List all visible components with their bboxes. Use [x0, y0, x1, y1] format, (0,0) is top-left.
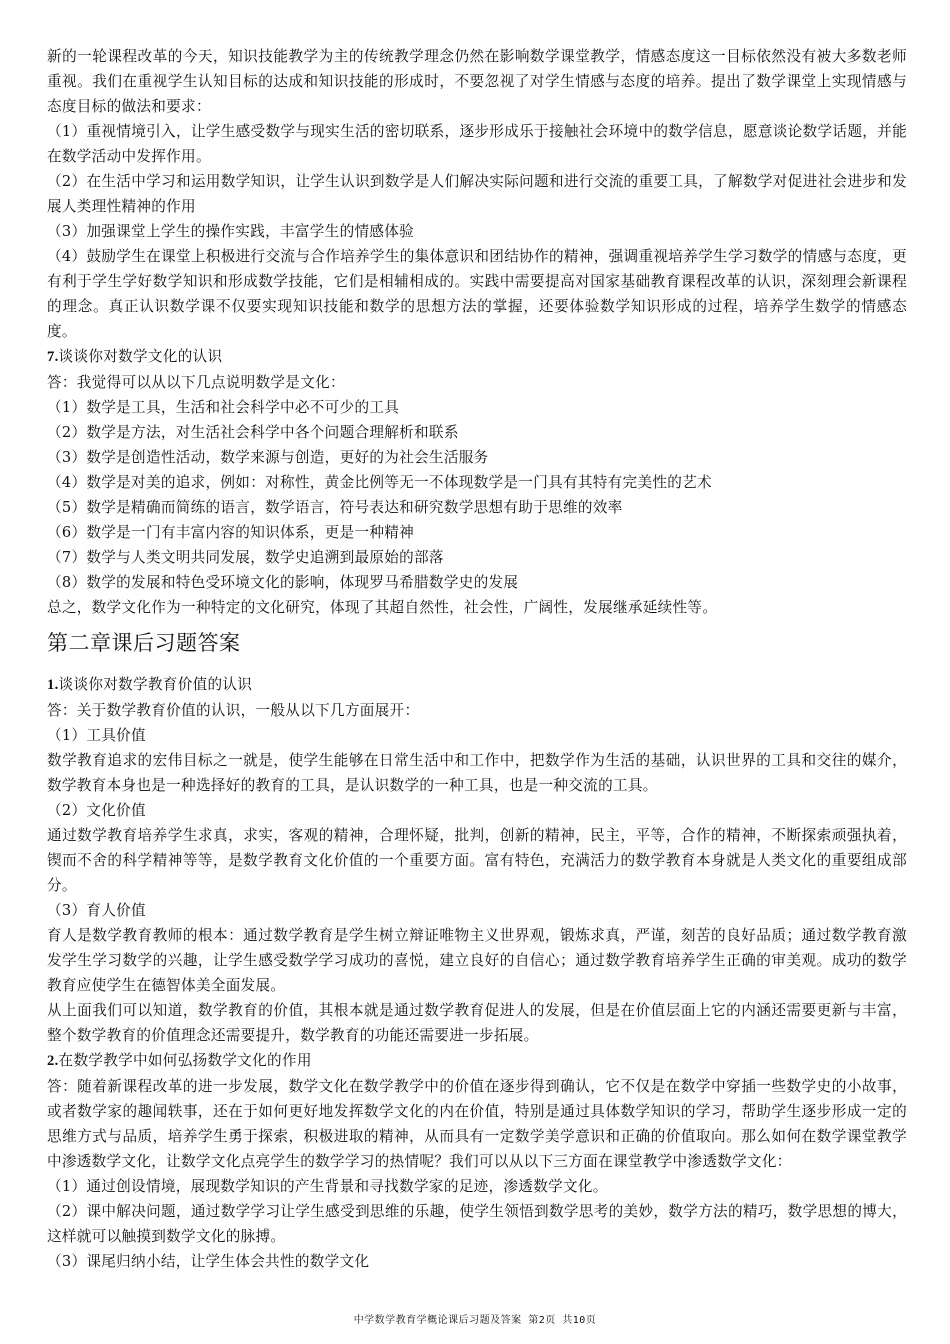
answer-line: （2）文化价值	[47, 802, 146, 819]
page-footer: 中学数学教育学概论课后习题及答案 第2页 共10页	[353, 1315, 597, 1326]
answer-line: （1）工具价值	[47, 727, 146, 744]
question-number: 1.	[47, 677, 59, 693]
answer-line: （2）数学是方法，对生活社会科学中各个问题合理解析和联系	[47, 424, 459, 441]
answer-line: 通过数学教育培养学生求真，求实，客观的精神，合理怀疑，批判，创新的精神，民主，平等，合作的精神，不断探索顽强执着，锲而不舍的科学精神等等，是数学教育文化价值的一个重要方面。富有特色，充满活力的数学教育本身就是人类文化的重要组成部分。	[47, 827, 907, 894]
question-heading	[47, 344, 907, 370]
question-title: 谈谈你对数学文化的认识	[58, 348, 223, 365]
answer-line: （6）数学是一门有丰富内容的知识体系，更是一种精神	[47, 524, 415, 541]
question-heading	[47, 672, 907, 698]
answer-line: （5）数学是精确而简练的语言，数学语言，符号表达和研究数学思想有助于思维的效率	[47, 499, 623, 516]
answer-line: 总之，数学文化作为一种特定的文化研究，体现了其超自然性，社会性，广阔性，发展继承延续性等。	[47, 599, 718, 616]
chapter-title: 第二章课后习题答案	[47, 631, 241, 655]
answer-line: 答：关于数学教育价值的认识，一般从以下几方面展开：	[47, 702, 420, 719]
paragraph: （2）在生活中学习和运用数学知识，让学生认识到数学是人们解决实际问题和进行交流的重要工具，了解数学对促进社会进步和发展人类理性精神的作用	[47, 173, 907, 215]
question-heading	[47, 1048, 907, 1074]
question-title: 谈谈你对数学教育价值的认识	[58, 676, 253, 693]
answer-line: （3）课尾归纳小结，让学生体会共性的数学文化	[47, 1253, 370, 1270]
answer-line: 答：随着新课程改革的进一步发展，数学文化在数学教学中的价值在逐步得到确认，它不仅是在数学中穿插一些数学史的小故事，或者数学家的趣闻轶事，还在于如何更好地发挥数学文化的内在价值，特别是通过具体数学知识的学习，帮助学生逐步形成一定的思维方式与品质，培养学生勇于探索，积极进取的精神，从而具有一定数学美学意识和正确的价值取向。那么如何在数学课堂教学中渗透数学文化，让数学文化点亮学生的数学学习的热情呢？我们可以从以下三方面在课堂教学中渗透数学文化：	[47, 1078, 907, 1170]
paragraph: 新的一轮课程改革的今天，知识技能教学为主的传统教学理念仍然在影响数学课堂教学，情感态度这一目标依然没有被大多数老师重视。我们在重视学生认知目标的达成和知识技能的形成时，不要忽视了对学生情感与态度的培养。提出了数学课堂上实现情感与态度目标的做法和要求：	[47, 48, 907, 115]
question-title: 在数学教学中如何弘扬数学文化的作用	[58, 1052, 312, 1069]
question-number: 2.	[47, 1053, 59, 1069]
paragraph: （3）加强课堂上学生的操作实践，丰富学生的情感体验	[47, 223, 415, 240]
answer-line: 育人是数学教育教师的根本：通过数学教育是学生树立辩证唯物主义世界观，锻炼求真，严谨，刻苦的良好品质；通过数学教育激发学生学习数学的兴趣，让学生感受数学学习成功的喜悦，建立良好的自信心；通过数学教育培养学生正确的审美观。成功的数学教育应使学生在德智体美全面发展。	[47, 927, 907, 994]
question-number: 7.	[47, 349, 59, 365]
answer-line: （3）育人价值	[47, 902, 146, 919]
paragraph: （4）鼓励学生在课堂上积极进行交流与合作培养学生的集体意识和团结协作的精神，强调重视培养学生学习数学的情感与态度，更有利于学生学好数学知识和形成数学技能，它们是相辅相成的。实践中需要提高对国家基础教育课程改革的认识，深刻理会新课程的理念。真正认识数学课不仅要实现知识技能和数学的思想方法的掌握，还要体验数学知识形成的过程，培养学生数学的情感态度。	[47, 248, 907, 340]
answer-line: （7）数学与人类文明共同发展，数学史追溯到最原始的部落	[47, 549, 444, 566]
answer-line: （1）数学是工具，生活和社会科学中必不可少的工具	[47, 399, 400, 416]
answer-line: 答：我觉得可以从以下几点说明数学是文化：	[47, 374, 345, 391]
answer-line: 从上面我们可以知道，数学教育的价值，其根本就是通过数学教育促进人的发展，但是在价值层面上它的内涵还需要更新与丰富，整个数学教育的价值理念还需要提升，数学教育的功能还需要进一步拓展。	[47, 1002, 907, 1044]
answer-line: （4）数学是对美的追求，例如：对称性，黄金比例等无一不体现数学是一门具有其特有完美性的艺术	[47, 474, 712, 491]
answer-line: （8）数学的发展和特色受环境文化的影响，体现罗马希腊数学史的发展	[47, 574, 519, 591]
answer-line: （2）课中解决问题，通过数学学习让学生感受到思维的乐趣，使学生领悟到数学思考的美妙，数学方法的精巧，数学思想的博大，这样就可以触摸到数学文化的脉搏。	[47, 1203, 907, 1245]
document-body	[47, 44, 907, 1274]
answer-line: 数学教育追求的宏伟目标之一就是，使学生能够在日常生活中和工作中，把数学作为生活的基础，认识世界的工具和交往的媒介，数学教育本身也是一种选择好的教育的工具，是认识数学的一种工具，也是一种交流的工具。	[47, 752, 907, 794]
answer-line: （3）数学是创造性活动，数学来源与创造，更好的为社会生活服务	[47, 449, 489, 466]
answer-line: （1）通过创设情境，展现数学知识的产生背景和寻找数学家的足迹，渗透数学文化。	[47, 1178, 608, 1195]
paragraph: （1）重视情境引入，让学生感受数学与现实生活的密切联系，逐步形成乐于接触社会环境中的数学信息，愿意谈论数学话题，并能在数学活动中发挥作用。	[47, 123, 907, 165]
